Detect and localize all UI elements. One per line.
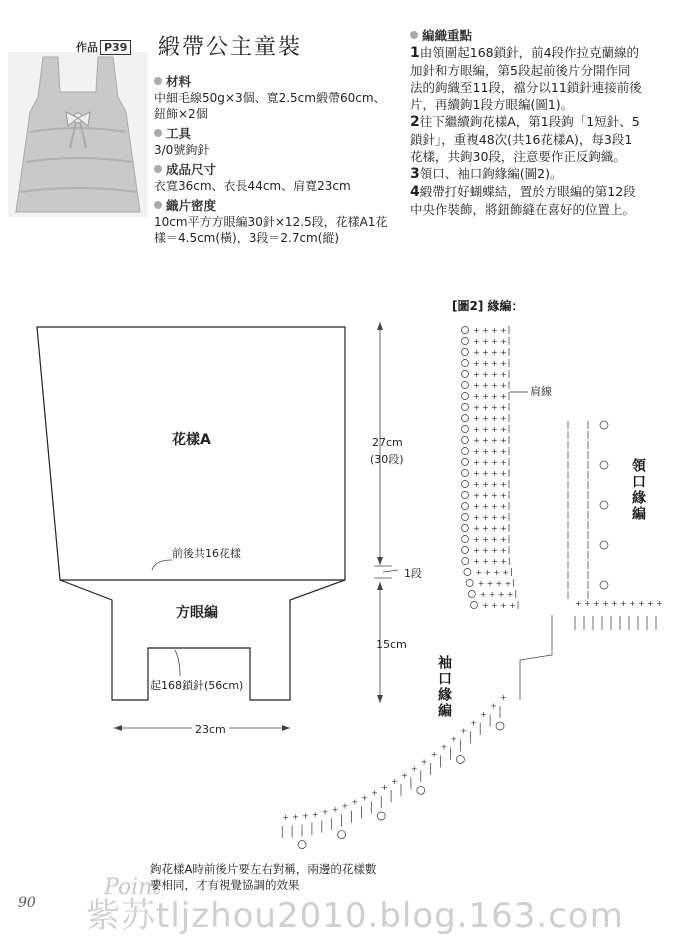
picot <box>600 541 608 549</box>
stitch-symbol: + <box>500 447 507 456</box>
stitch-symbol: + <box>620 599 627 608</box>
tools-heading: 工具 <box>154 124 404 142</box>
stitch-symbol: + <box>341 801 349 811</box>
stitch-symbol: + <box>500 458 507 467</box>
picot <box>377 812 385 820</box>
stitch-symbol: + <box>491 403 498 412</box>
stitch-loop <box>462 459 469 466</box>
stitch-symbol: + <box>430 749 438 759</box>
materials-line-2: 鈕飾×2個 <box>154 107 208 121</box>
stitch-symbol: + <box>321 807 329 817</box>
stitch-symbol: + <box>500 359 507 368</box>
picot <box>600 421 608 429</box>
stitch-symbol: + <box>491 326 498 335</box>
stitch-symbol: + <box>473 381 480 390</box>
stitch-symbol: + <box>500 557 507 566</box>
rows-top-label: (30段) <box>370 453 404 466</box>
stitch-symbol: + <box>482 524 489 533</box>
edging-chart <box>282 326 663 849</box>
stitch-loop <box>462 481 469 488</box>
stitch-symbol: + <box>470 718 478 728</box>
height-bottom-label: 15cm <box>376 638 407 651</box>
neck-edging-label: 領口緣編 <box>630 458 646 522</box>
stitch-symbol: + <box>482 392 489 401</box>
stitch-symbol: + <box>491 535 498 544</box>
stitch-symbol: + <box>495 579 503 588</box>
stitch-symbol: + <box>506 590 514 599</box>
stitch-symbol: + <box>500 513 507 522</box>
stitch-symbol: + <box>500 601 507 610</box>
start-chain-label: 起168鎖針(56cm) <box>150 679 244 692</box>
stitch-symbol: + <box>656 599 663 608</box>
stitch-loop <box>462 327 469 334</box>
stitch-symbol: + <box>491 557 498 566</box>
stitch-symbol: + <box>500 535 507 544</box>
stitch-loop <box>466 580 473 587</box>
stitch-symbol: + <box>473 491 480 500</box>
stitch-symbol: + <box>491 425 498 434</box>
stitch-symbol: + <box>488 590 496 599</box>
stitch-symbol: + <box>473 414 480 423</box>
stitch-symbol: + <box>491 491 498 500</box>
stitch-symbol: + <box>482 381 489 390</box>
stitch-loop <box>468 591 475 598</box>
stitch-symbol: + <box>629 599 636 608</box>
stitch-symbol: + <box>391 777 398 787</box>
stitch-symbol: + <box>575 599 582 608</box>
stitch-loop <box>462 360 469 367</box>
stitch-symbol: + <box>420 757 428 767</box>
stitch-symbol: + <box>473 326 480 335</box>
stitch-symbol: + <box>500 491 507 500</box>
stitch-symbol: + <box>473 348 480 357</box>
stitch-symbol: + <box>292 812 299 822</box>
stitch-symbol: + <box>491 348 498 357</box>
stitch-symbol: + <box>482 436 489 445</box>
stitch-symbol: + <box>493 568 501 577</box>
stitch-symbol: + <box>491 414 498 423</box>
stitch-symbol: + <box>584 599 591 608</box>
stitch-loop <box>462 558 469 565</box>
picot <box>417 786 425 794</box>
stitch-symbol: + <box>491 337 498 346</box>
stitch-loop <box>462 514 469 521</box>
stitch-symbol: + <box>331 804 339 814</box>
stitch-symbol: + <box>482 458 489 467</box>
stitch-symbol: + <box>482 491 489 500</box>
stitch-symbol: + <box>401 770 408 780</box>
stitch-symbol: + <box>450 734 458 744</box>
stitch-symbol: + <box>473 557 480 566</box>
stitch-loop <box>471 602 478 609</box>
stitch-symbol: + <box>473 535 480 544</box>
stitch-loop <box>462 393 469 400</box>
stitch-loop <box>462 349 469 356</box>
stitch-symbol: + <box>500 436 507 445</box>
stitch-symbol: + <box>482 326 489 335</box>
stitch-symbol: + <box>482 370 489 379</box>
sleeve-edging-label: 袖口緣編 <box>436 655 452 719</box>
stitch-symbol: + <box>491 524 498 533</box>
stitch-symbol: + <box>479 590 487 599</box>
stitch-symbol: + <box>500 524 507 533</box>
stitch-symbol: + <box>473 524 480 533</box>
picot <box>298 841 306 849</box>
stitch-loop <box>462 437 469 444</box>
gauge-heading: 織片密度 <box>154 196 404 214</box>
stitch-symbol: + <box>302 811 309 821</box>
stitch-symbol: + <box>473 480 480 489</box>
mesh-stitch-label: 方眼編 <box>176 605 218 621</box>
stitch-symbol: + <box>500 502 507 511</box>
stitch-symbol: + <box>482 359 489 368</box>
stitch-symbol: + <box>502 568 510 577</box>
stitch-symbol: + <box>491 469 498 478</box>
pattern-a-label: 花樣A <box>172 432 211 448</box>
stitch-symbol: + <box>482 414 489 423</box>
watermark-text: 紫苏tljzhou2010.blog.163.com <box>86 896 624 936</box>
stitch-symbol: + <box>473 436 480 445</box>
stitch-loop <box>464 569 471 576</box>
note-4: 4緞帶打好蝴蝶結，置於方眼編的第12段 中央作裝飾，將鈕飾縫在喜好的位置上。 <box>410 184 636 217</box>
stitch-symbol: + <box>482 480 489 489</box>
stitch-symbol: + <box>602 599 609 608</box>
stitch-symbol: + <box>500 469 507 478</box>
stitch-symbol: + <box>491 381 498 390</box>
stitch-symbol: + <box>482 535 489 544</box>
stitch-symbol: + <box>361 793 369 803</box>
picot <box>600 581 608 589</box>
stitch-symbol: + <box>482 557 489 566</box>
stitch-symbol: + <box>638 599 645 608</box>
stitch-loop <box>462 547 469 554</box>
stitch-symbol: + <box>477 579 485 588</box>
stitch-symbol: + <box>491 513 498 522</box>
stitch-symbol: + <box>500 348 507 357</box>
stitch-symbol: + <box>486 579 494 588</box>
picot <box>496 722 504 730</box>
stitch-symbol: + <box>480 709 487 719</box>
note-3: 3領口、袖口鉤緣編(圖2)。 <box>410 166 563 182</box>
size-heading: 成品尺寸 <box>154 160 404 178</box>
stitch-loop <box>462 371 469 378</box>
stitch-loop <box>462 536 469 543</box>
stitch-symbol: + <box>482 348 489 357</box>
note-1: 1由領圍起168鎖針，前4段作拉克蘭線的 加針和方眼編，第5段起前後片分開作同 法的鉤織至11段，襠分以11鎖針連接前後 片，再續鉤1段方眼編(圖1)。 <box>410 45 642 112</box>
tools-line-1: 3/0號鉤針 <box>154 143 210 157</box>
stitch-symbol: + <box>491 436 498 445</box>
edging-title: [圖2] 緣編： <box>452 299 524 313</box>
size-line-1: 衣寬36cm、衣長44cm、肩寬23cm <box>154 179 351 193</box>
stitch-symbol: + <box>482 403 489 412</box>
stitch-symbol: + <box>491 601 498 610</box>
stitch-symbol: + <box>473 469 480 478</box>
stitch-symbol: + <box>500 480 507 489</box>
stitch-symbol: + <box>351 797 359 807</box>
stitch-symbol: + <box>460 726 468 736</box>
point-word: Point <box>104 875 162 900</box>
picot <box>338 831 346 839</box>
stitch-symbol: + <box>473 447 480 456</box>
stitch-symbol: + <box>482 469 489 478</box>
stitch-symbol: + <box>282 812 289 822</box>
stitch-symbol: + <box>500 326 507 335</box>
notes-heading: 編織重點 <box>410 26 670 44</box>
stitch-symbol: + <box>491 546 498 555</box>
stitch-symbol: + <box>482 337 489 346</box>
point-note: 鉤花樣A時前後片要左右對稱，兩邊的花樣數 要相同，才有視覺協調的效果 <box>150 862 377 892</box>
stitch-symbol: + <box>440 742 448 752</box>
stitch-symbol: + <box>473 359 480 368</box>
stitch-symbol: + <box>500 546 507 555</box>
work-number: P39 <box>100 40 131 55</box>
stitch-symbol: + <box>410 764 418 774</box>
stitch-symbol: + <box>491 502 498 511</box>
stitch-symbol: + <box>482 513 489 522</box>
stitch-symbol: + <box>504 579 512 588</box>
schematic-outline <box>37 327 345 700</box>
stitch-loop <box>462 426 469 433</box>
gauge-line-1: 10cm平方方眼編30針×12.5段，花樣A1花 <box>154 215 388 229</box>
stitch-symbol: + <box>491 370 498 379</box>
one-row-label: 1段 <box>404 567 422 580</box>
height-top-label: 27cm <box>372 436 403 449</box>
picot <box>600 501 608 509</box>
stitch-symbol: + <box>473 337 480 346</box>
stitch-symbol: + <box>491 480 498 489</box>
stitch-symbol: + <box>509 601 516 610</box>
stitch-symbol: + <box>484 568 492 577</box>
stitch-symbol: + <box>500 693 507 702</box>
materials-heading: 材料 <box>154 72 404 90</box>
page-title: 緞帶公主童裝 <box>158 35 303 60</box>
gauge-line-2: 樣＝4.5cm(橫)，3段＝2.7cm(縱) <box>154 231 340 245</box>
stitch-loop <box>462 448 469 455</box>
stitch-loop <box>462 503 469 510</box>
shoulder-line-label: 肩線 <box>530 385 552 398</box>
work-prefix: 作品 <box>76 41 98 54</box>
picot <box>600 461 608 469</box>
stitch-symbol: + <box>371 788 379 798</box>
stitch-symbol: + <box>611 599 618 608</box>
stitch-symbol: + <box>491 392 498 401</box>
stitch-symbol: + <box>497 590 505 599</box>
stitch-symbol: + <box>473 370 480 379</box>
stitch-symbol: + <box>482 502 489 511</box>
stitch-loop <box>462 415 469 422</box>
stitch-symbol: + <box>490 701 497 711</box>
note-2: 2往下繼續鉤花樣A，第1段鉤「1短針、5 鎖針」，重複48次(共16花樣A)，每3段1 花樣，共鉤30段，注意要作正反鉤織。 <box>410 114 640 164</box>
stitch-symbol: + <box>473 392 480 401</box>
stitch-symbol: + <box>473 513 480 522</box>
stitch-symbol: + <box>500 370 507 379</box>
stitch-symbol: + <box>500 403 507 412</box>
stitch-symbol: + <box>482 546 489 555</box>
picot <box>456 755 464 763</box>
page-number: 90 <box>18 895 36 911</box>
stitch-loop <box>462 404 469 411</box>
stitch-symbol: + <box>491 458 498 467</box>
stitch-symbol: + <box>482 447 489 456</box>
stitch-symbol: + <box>473 425 480 434</box>
stitch-symbol: + <box>500 337 507 346</box>
stitch-symbol: + <box>473 403 480 412</box>
stitch-symbol: + <box>491 447 498 456</box>
stitch-symbol: + <box>473 458 480 467</box>
stitch-loop <box>462 492 469 499</box>
stitch-symbol: + <box>381 783 388 793</box>
stitch-symbol: + <box>647 599 654 608</box>
chart-guide-line <box>520 615 552 700</box>
stitch-loop <box>462 338 469 345</box>
stitch-loop <box>462 382 469 389</box>
front-back-pattern-count: 前後共16花樣 <box>172 547 241 560</box>
stitch-loop <box>462 525 469 532</box>
stitch-symbol: + <box>473 502 480 511</box>
materials-line-1: 中細毛線50g×3個、寬2.5cm緞帶60cm、 <box>154 91 386 105</box>
stitch-loop <box>462 470 469 477</box>
stitch-symbol: + <box>482 425 489 434</box>
stitch-symbol: + <box>475 568 483 577</box>
stitch-symbol: + <box>311 809 319 819</box>
stitch-symbol: + <box>500 392 507 401</box>
stitch-symbol: + <box>500 414 507 423</box>
stitch-symbol: + <box>593 599 600 608</box>
stitch-symbol: + <box>482 601 489 610</box>
width-label: 23cm <box>192 723 229 736</box>
stitch-symbol: + <box>500 381 507 390</box>
stitch-symbol: + <box>473 546 480 555</box>
stitch-symbol: + <box>491 359 498 368</box>
stitch-symbol: + <box>500 425 507 434</box>
